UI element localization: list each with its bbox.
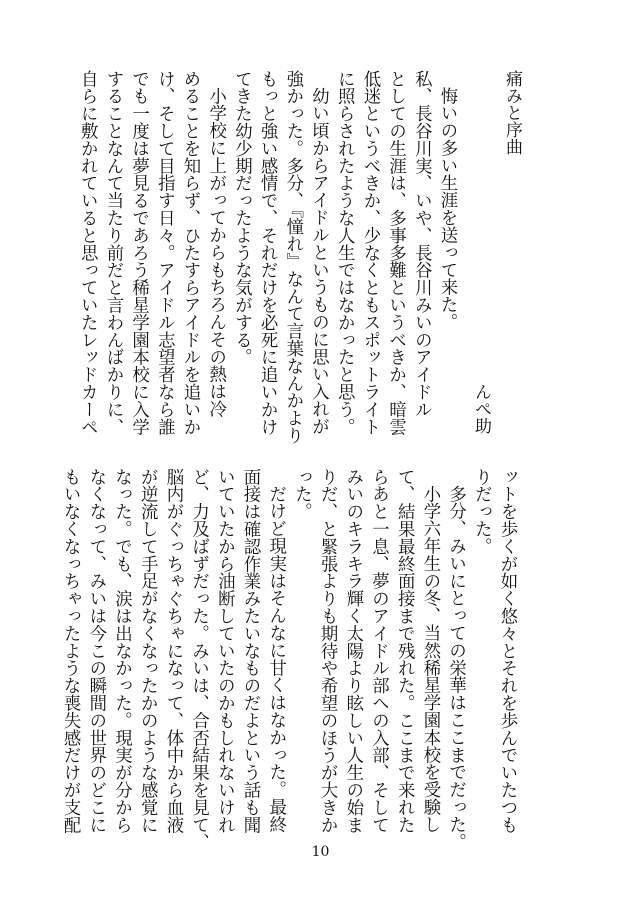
text-column: いていたから油断していたのかもしれないけれ [214,468,235,834]
text-column: もいなくなっちゃったような喪失感だけが支配 [60,468,81,834]
text-column: 多分、みいにとっての栄華はここまでだった。 [445,485,466,851]
text-column: めることを知らず、ひたすらアイドルを追いか [180,70,200,436]
text-column: ットを歩くが如く悠々とそれを歩んでいたつも [497,468,517,834]
text-column: としての生涯は、多事多難というべきか、暗雲 [385,70,406,436]
author-name: んぺ助 [471,383,491,434]
text-column: 低迷というべきか、少なくともスポットライト [359,70,380,436]
text-column: 自らに敷かれていると思っていたレッドカーペ [77,70,98,436]
text-column: だけど現実はそんなに甘くはなかった。最終 [265,485,286,833]
text-column: が逆流して手足がなくなったかのような感覚に [137,468,158,834]
text-column: することなんて当たり前だと言わんばかりに、 [102,70,123,436]
text-column: った。 [291,468,312,521]
text-column: もっと強い感情で、それだけを必死に追いかけ [257,70,278,436]
text-column: みいのキラキラ輝く太陽より眩しい人生の始ま [342,468,363,834]
text-column: 私、長谷川実、いや、長谷川みいのアイドル [411,70,432,418]
page-number: 10 [311,844,330,860]
text-column: て、結果最終面接まで残れた。ここまで来れた [394,468,415,834]
text-column: でも一度は夢見るであろう稀星学園本校に入学 [128,70,149,436]
text-column: 脳内がぐっちゃぐちゃになって、体中から血液 [162,468,183,834]
story-title: 痛みと序曲 [502,70,522,155]
text-column: に照らされたような人生ではなかったと思う。 [334,70,355,436]
text-column: 悔いの多い生涯を送って来た。 [437,87,457,331]
text-column: 幼い頃からアイドルというものに思い入れが [308,87,329,435]
text-column: りだった。 [471,468,492,555]
text-column: なった。でも、涙は出なかった。現実が分から [111,468,132,834]
text-column: 強かった。多分、『憧れ』なんて言葉なんかより [282,70,303,445]
text-column: け、そして目指す日々。アイドル志望者なら誰 [154,70,175,436]
text-column: なくなって、みいは今この瞬間の世界のどこに [85,468,106,834]
text-column: ど、力及ばずだった。みいは、合否結果を見て、 [188,468,209,851]
text-column: 面接は確認作業みたいなものだよという話も聞 [240,468,260,834]
text-column: 小学六年生の冬、当然稀星学園本校を受験し [419,485,440,833]
text-column: らあと一息、夢のアイドル部への入部、そして [368,468,389,834]
text-column: てきた幼少期だったような気がする。 [231,70,252,366]
text-column: りだ、と緊張よりも期待や希望のほうが大きか [317,468,338,834]
text-column: 小学校に上がってからもちろんその熱は冷 [205,87,226,418]
